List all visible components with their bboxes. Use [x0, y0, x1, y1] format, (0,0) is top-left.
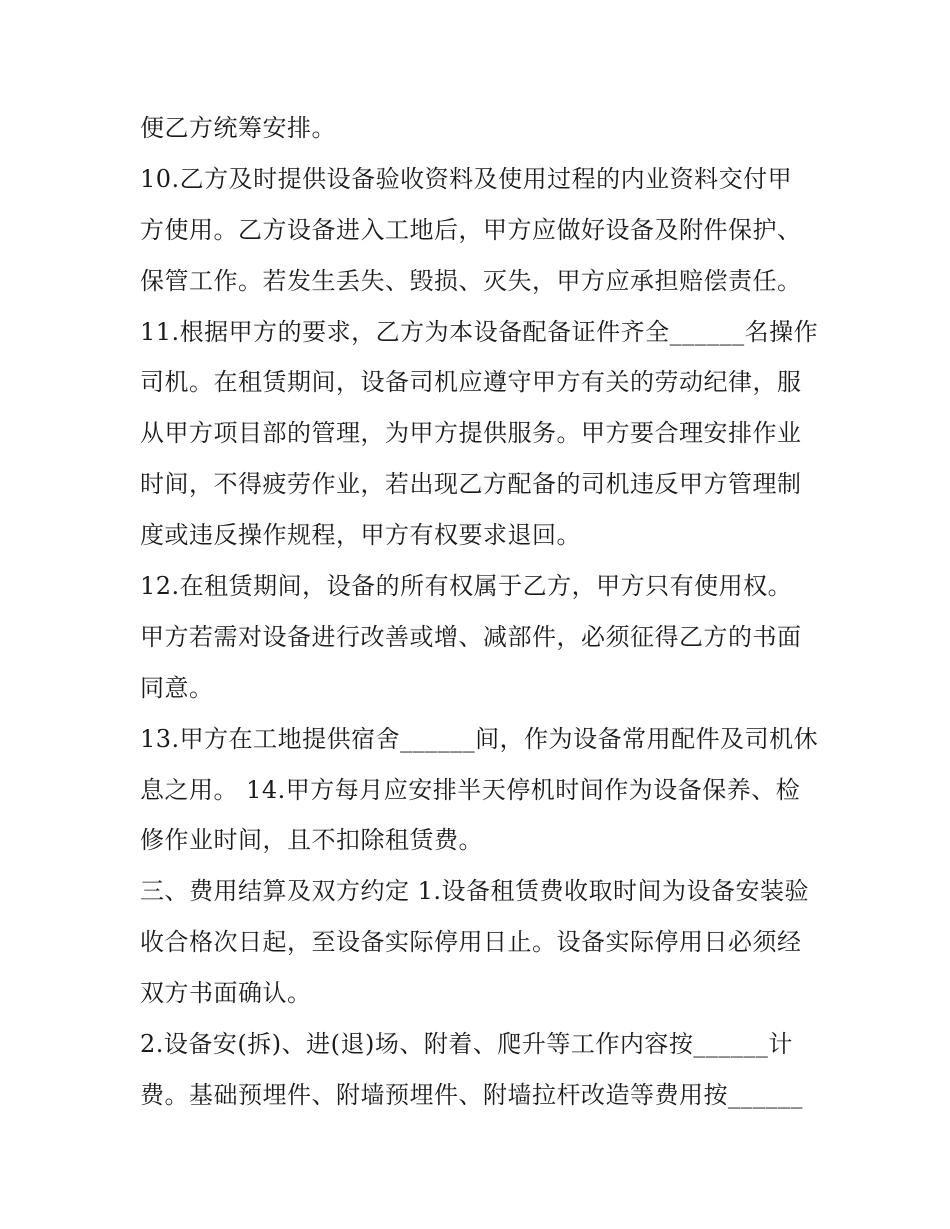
text-line: 便乙方统筹安排。: [140, 114, 336, 142]
text-line: 10.乙方及时提供设备验收资料及使用过程的内业资料交付甲: [140, 164, 793, 193]
text-line: 2.设备安(拆)、进(退)场、附着、爬升等工作内容按______计: [140, 1030, 793, 1059]
text-line: 11.根据甲方的要求，乙方为本设备配备证件齐全______名操作: [140, 317, 819, 346]
text-line: 13.甲方在工地提供宿舍______间，作为设备常用配件及司机休: [140, 724, 819, 753]
text-line: 收合格次日起，至设备实际停用日止。设备实际停用日必须经: [140, 928, 802, 957]
text-line: 从甲方项目部的管理，为甲方提供服务。甲方要合理安排作业: [140, 419, 802, 448]
text-line: 度或违反操作规程，甲方有权要求退回。: [140, 521, 581, 550]
text-line: 甲方若需对设备进行改善或增、减部件，必须征得乙方的书面: [140, 622, 802, 651]
text-line: 12.在租赁期间，设备的所有权属于乙方，甲方只有使用权。: [140, 572, 793, 601]
text-line: 司机。在租赁期间，设备司机应遵守甲方有关的劳动纪律，服: [140, 368, 802, 397]
text-line: 息之用。 14.甲方每月应安排半天停机时间作为设备保养、检: [140, 775, 801, 804]
text-line: 修作业时间，且不扣除租赁费。: [140, 826, 483, 855]
text-line: 时间，不得疲劳作业，若出现乙方配备的司机违反甲方管理制: [140, 470, 802, 499]
text-line: 方使用。乙方设备进入工地后，甲方应做好设备及附件保护、: [140, 215, 802, 244]
document-body: [140, 103, 820, 1121]
text-line: 双方书面确认。: [140, 979, 312, 1008]
text-line: 保管工作。若发生丢失、毁损、灭失，甲方应承担赔偿责任。: [140, 266, 802, 295]
text-line: 三、费用结算及双方约定 1.设备租赁费收取时间为设备安装验: [140, 877, 810, 906]
text-line: 同意。: [140, 673, 214, 702]
text-line: 费。基础预埋件、附墙预埋件、附墙拉杆改造等费用按______: [140, 1080, 803, 1109]
